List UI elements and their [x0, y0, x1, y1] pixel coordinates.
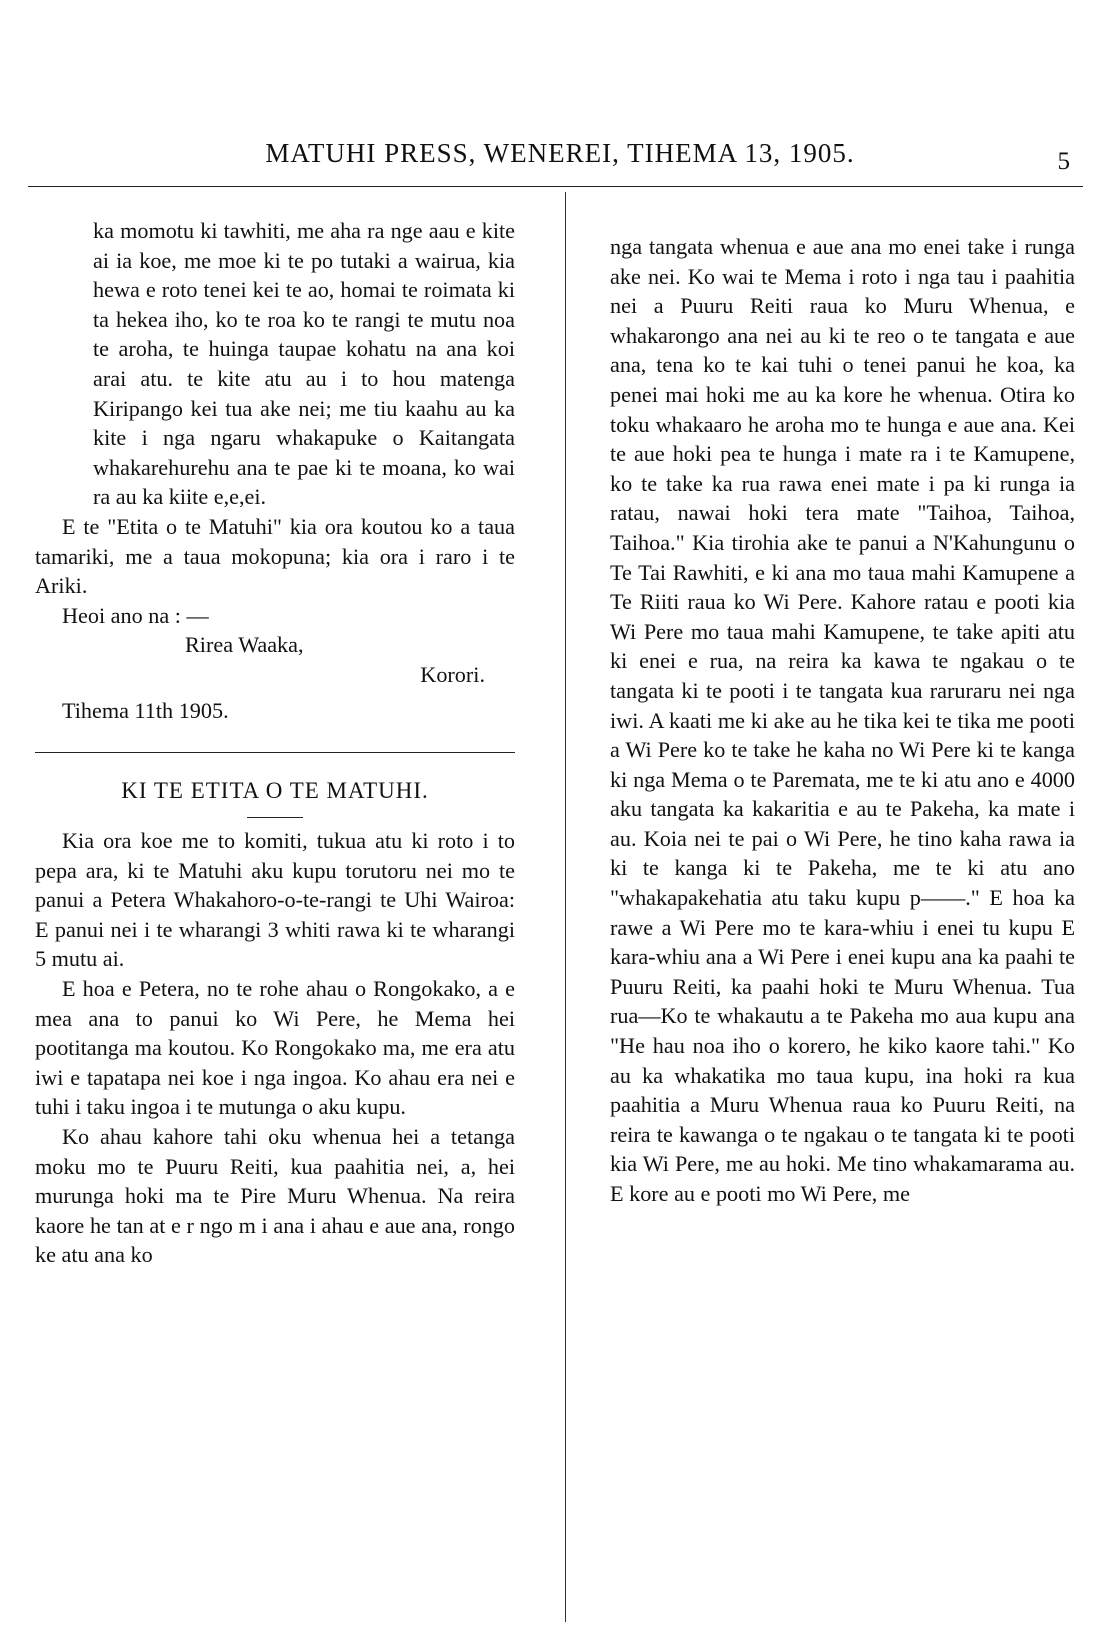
letter-closing: Heoi ano na : — [62, 602, 209, 628]
signature-name: Rirea Waaka, [185, 632, 304, 658]
letter-greeting: E te "Etita o te Matuhi" kia ora koutou ko a taua tamariki, me a taua mokopuna; kia ora i raro i te Ariki. [35, 513, 515, 599]
article-paragraph-3: Ko ahau kahore tahi oku whenua hei a tetanga moku mo te Puuru Reiti, kua paahitia nei, a, hei murunga hoki ma te Pire Muru Whenua. Na reira kaore he tan at e r ngo m i ana i ahau e aue ana, rongo ke atu ana ko [35, 1124, 515, 1268]
masthead-title: MATUHI PRESS, WENEREI, TIHEMA 13, 1905. [265, 138, 855, 168]
page-header [30, 138, 1090, 178]
header-divider [28, 186, 1083, 187]
heading-underline [247, 817, 303, 818]
signature-place: Korori. [420, 661, 485, 687]
letter-continuation: ka momotu ki tawhiti, me aha ra nge aau e kite ai ia koe, me moe ki te po tutaki a wairua, kia hewa e roto tenei kei te ao, homai te roimata ki ta hekea iho, ko te roa ko te rangi te mutu noa te aroha, te huinga taupae kohatu na ana koi arai atu. te kite atu au i to hou matenga Kiripango kei tua ake nei; me tiu kaahu au ka kite i nga ngaru whakapuke o Kaitangata whakarehurehu ana te pae ki te moana, ko wai ra au ka kiite e,e,ei. [93, 218, 515, 510]
page-number: 5 [1057, 148, 1070, 175]
section-heading: KI TE ETITA O TE MATUHI. [121, 778, 429, 804]
column-divider [565, 192, 566, 1622]
article-continuation: nga tangata whenua e aue ana mo enei take i runga ake nei. Ko wai te Mema i roto i nga tau i paahitia nei a Puuru Reiti raua ko Muru Whenua, e whakarongo ana nei au ki te reo o te tangata e aue ana, tena ko te kai tuhi o tenei panui he koa, ka penei mai hoki me au ka kore he whenua. Otira ko toku whakaaro he aroha mo te hunga e aue ana. Kei te aue hoki pea te hunga i mate ra i te Kamupene, ko te take ka rua rawa enei mate i pa ki runga ia ratau, nawai hoki tera mate "Taihoa, Taihoa, Taihoa." Kia tirohia ake te panui a N'Kahungunu o Te Tai Rawhiti, e ki ana mo taua mahi Kamupene a Te Riiti raua ko Wi Pere. Kahore ratau e pooti kia Wi Pere mo taua mahi Kamupene, te take apiti atu ki enei e rua, na reira ka kawa te ngakau o te tangata ki te pooti i te tangata kua raruraru nei nga iwi. A kaati me ki ake au he tika kei te tika me pooti a Wi Pere ko te take he kaha no Wi Pere ki te kanga ki nga Mema o te Paremata, me te ki atu ano e 4000 aku tangata ka kakaritia e au te Pakeha, ka mate i au. Koia nei te pai o Wi Pere, he tino kaha rawa ia ki te kanga ki te Pakeha, me te ki atu ano "whakapakehatia atu taku kupu p——." E hoa ka rawe a Wi Pere mo te kara-whiu i enei tu kupu E kara-whiu ana a Wi Pere i enei kupu ana ka paahi te Puuru Reiti, ka paahi hoki te Muru Whenua. Tua rua—Ko te whakautu a te Pakeha mo aua kupu ana "He hau noa iho o korero, he kiko kaore tahi." Ko au ka whakatika mo taua kupu, ina hoki ra kua paahitia a Muru Whenua raua ko Puuru Reiti, na reira te kawanga o te ngakau o te tangata ki te pooti kia Wi Pere, me au hoki. Me tino whakamarama au. E kore au e pooti mo Wi Pere, me [610, 234, 1075, 1206]
article-paragraph-1: Kia ora koe me to komiti, tukua atu ki roto i to pepa ara, ki te Matuhi aku kupu torutoru nei mo te panui a Petera Whakahoro-o-te-rangi te Uhi Wairoa: E panui nei i te wharangi 3 whiti rawa ki te wharangi 5 mutu ai. [35, 828, 515, 972]
article-paragraph-2: E hoa e Petera, no te rohe ahau o Rongokako, a e mea ana to panui ko Wi Pere, he Mema hei pootitanga ma koutou. Ko Rongokako ma, me era atu iwi e tapatapa nei koe i nga ingoa. Ko ahau era nei e tuhi i taku ingoa i te mutunga o aku kupu. [35, 976, 515, 1120]
section-divider [35, 752, 515, 753]
left-column [35, 216, 515, 1270]
letter-date: Tihema 11th 1905. [62, 697, 229, 723]
right-column [610, 232, 1075, 1209]
